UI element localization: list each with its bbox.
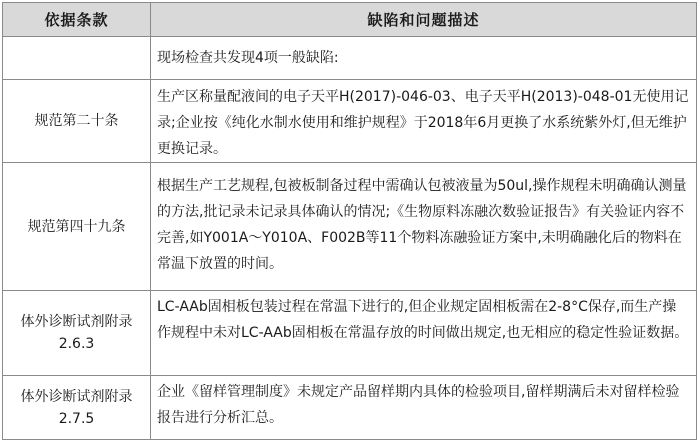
description-cell: 生产区称量配液间的电子天平H(2017)-046-03、电子天平H(2013)-048-01无使用记录;企业按《纯化水制水使用和维护规程》于2018年6月更换了水系统紫外灯,但无维护更换记录。 [151,80,697,163]
basis-cell: 体外诊断试剂附录 2.7.5 [3,376,151,440]
description-cell: 企业《留样管理制度》未规定产品留样期内具体的检验项目,留样期满后未对留样检验报告进行分析汇总。 [151,376,697,440]
intro-text: 现场检查共发现4项一般缺陷: [151,37,697,80]
basis-cell: 规范第四十九条 [3,163,151,291]
description-cell: LC-AAb固相板包装过程在常温下进行的,但企业规定固相板需在2-8°C保存,而生产操作规程中未对LC-AAb固相板在常温存放的时间做出规定,也无相应的稳定性验证数据。 [151,291,697,376]
header-basis: 依据条款 [3,3,151,37]
header-description: 缺陷和问题描述 [151,3,697,37]
table-row [3,291,697,376]
basis-cell: 体外诊断试剂附录 2.6.3 [3,291,151,376]
description-cell: 根据生产工艺规程,包被板制备过程中需确认包被液量为50ul,操作规程未明确确认测量的方法,批记录未记录具体确认的情况;《生物原料冻融次数验证报告》有关验证内容不完善,如Y001A～Y010A、F002B等11个物料冻融验证方案中,未明确融化后的物料在常温下放置的时间。 [151,163,697,291]
intro-basis-cell [3,37,151,80]
table-row [3,376,697,440]
header-row [3,3,697,37]
table-row [3,163,697,291]
basis-cell: 规范第二十条 [3,80,151,163]
defects-table [2,2,697,440]
table-row [3,80,697,163]
intro-row [3,37,697,80]
